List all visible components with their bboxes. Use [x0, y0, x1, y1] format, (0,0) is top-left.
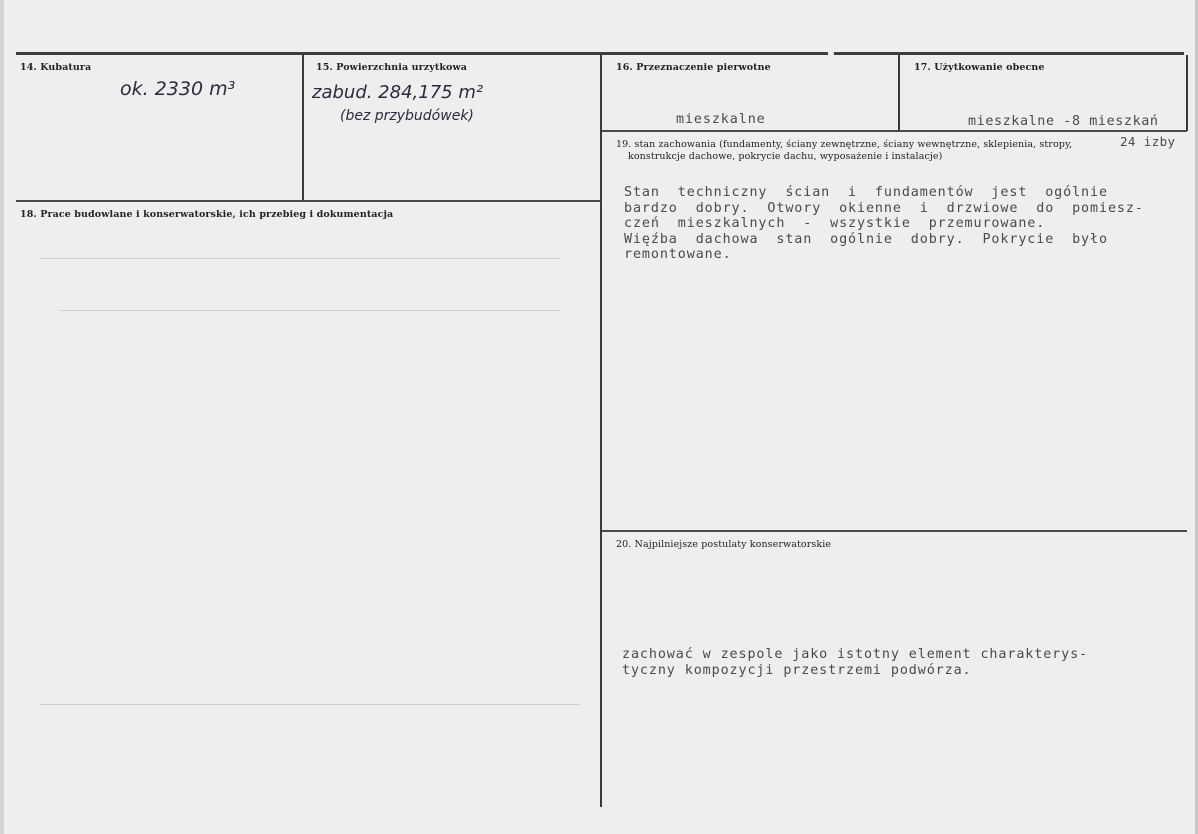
field-20-text-line: tyczny kompozycji przestrzemi podwórza.: [622, 662, 972, 678]
faint-line: [40, 704, 580, 705]
field-17-label: 17. Użytkowanie obecne: [914, 62, 1045, 73]
field-15-label: 15. Powierzchnia urzytkowa: [316, 62, 468, 73]
field-20-label: 20. Najpilniejsze postulaty konserwatorskie: [616, 539, 832, 550]
field-19-text: [624, 185, 1144, 263]
field-19-text-line: remontowane.: [624, 247, 732, 263]
field-19-text-line: czeń mieszkalnych - wszystkie przemurowane.: [624, 216, 1046, 232]
top-rule-left: [16, 52, 828, 55]
field-14-label: 14. Kubatura: [20, 62, 92, 73]
right-divider-top: [1186, 55, 1188, 131]
field-16-label: 16. Przeznaczenie pierwotne: [616, 62, 771, 73]
divider-14-15: [302, 55, 304, 201]
field-19-text-line: Stan techniczny ścian i fundamentów jest ogólnie: [624, 185, 1108, 200]
field-19-label-line1: 19. stan zachowania (fundamenty, ściany zewnętrzne, ściany wewnętrzne, sklepienia, stropy,: [616, 139, 1073, 150]
field-15-value-line2: (bez przybudówek): [340, 108, 474, 124]
rule-under-14-15: [16, 200, 601, 202]
card-left-edge: [0, 0, 4, 834]
field-15-value-line1: zabud. 284,175 m²: [312, 82, 484, 103]
field-14-value: ok. 2330 m³: [120, 78, 236, 100]
field-16-value: mieszkalne: [676, 112, 766, 127]
field-19-text-line: bardzo dobry. Otwory okienne i drzwiowe do pomiesz-: [624, 200, 1144, 216]
field-20-text: [622, 647, 1088, 678]
field-19-label-line2: konstrukcje dachowe, pokrycie dachu, wyposażenie i instalacje): [628, 151, 943, 162]
faint-line: [60, 310, 560, 311]
field-17-extra: 24 izby: [1120, 134, 1176, 149]
field-17-value: mieszkalne -8 mieszkań: [968, 114, 1159, 129]
faint-line: [40, 258, 560, 259]
divider-16-17: [898, 55, 900, 131]
field-18-label: 18. Prace budowlane i konserwatorskie, ich przebieg i dokumentacja: [20, 209, 394, 220]
center-divider: [600, 55, 602, 807]
rule-under-16-17: [602, 130, 1187, 132]
field-19-text-line: Więźba dachowa stan ogólnie dobry. Pokrycie było: [624, 231, 1108, 247]
field-20-text-line: zachować w zespole jako istotny element charakterys-: [622, 647, 1089, 662]
rule-above-20: [602, 530, 1187, 532]
top-rule-right: [834, 52, 1184, 55]
